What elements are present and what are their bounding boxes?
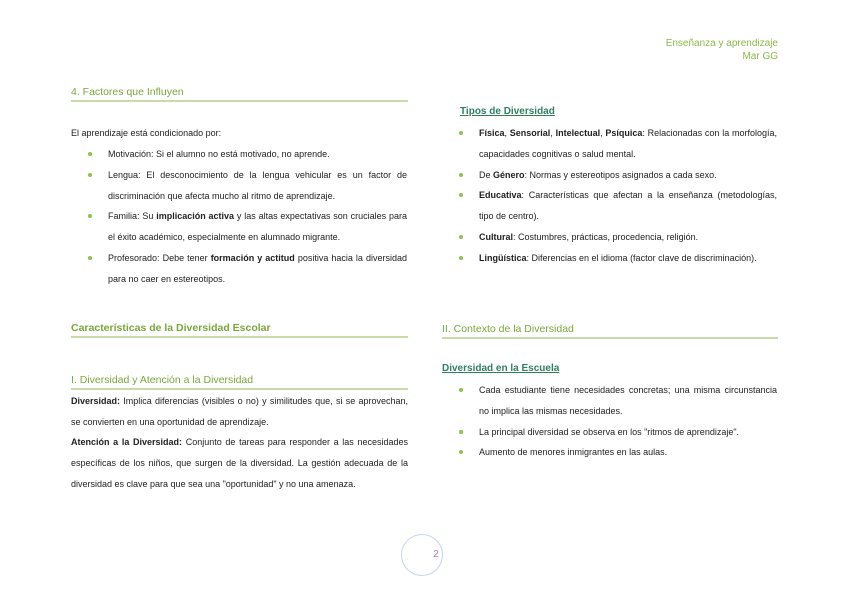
- diversity-definition: Diversidad: Implica diferencias (visibles o no) y similitudes que, si se aprovechan, se convierten en una oportunidad de aprendizaje.: [71, 396, 408, 427]
- list-item: De Género: Normas y estereotipos asignados a cada sexo.: [459, 165, 777, 186]
- factors-rule: [71, 100, 408, 102]
- context-rule: [442, 337, 778, 339]
- list-item: Lingüística: Diferencias en el idioma (factor clave de discriminación).: [459, 248, 777, 269]
- list-item: Lengua: El desconocimiento de la lengua vehicular es un factor de discriminación que afecta mucho al ritmo de aprendizaje.: [88, 165, 407, 207]
- list-item: Física, Sensorial, Intelectual, Psíquica: Relacionadas con la morfología, capacidades cognitivas o salud mental.: [459, 123, 777, 165]
- factors-list: [88, 144, 407, 290]
- bullet-icon: [459, 450, 463, 454]
- list-item: Aumento de menores inmigrantes en las aulas.: [459, 442, 777, 463]
- school-diversity-heading: Diversidad en la Escuela: [442, 363, 560, 374]
- page-number: 2: [433, 549, 439, 560]
- bullet-icon: [459, 193, 463, 197]
- context-list: [459, 380, 777, 463]
- diversity-attention-rule: [71, 388, 408, 390]
- bullet-icon: [459, 173, 463, 177]
- context-heading: II. Contexto de la Diversidad: [442, 323, 574, 335]
- list-item: La principal diversidad se observa en los "ritmos de aprendizaje".: [459, 422, 777, 443]
- list-item: Cultural: Costumbres, prácticas, procedencia, religión.: [459, 227, 777, 248]
- header-author: Mar GG: [742, 51, 778, 62]
- bullet-icon: [88, 152, 92, 156]
- types-heading: Tipos de Diversidad: [460, 106, 555, 117]
- list-item: Educativa: Características que afectan a la enseñanza (metodologías, tipo de centro).: [459, 185, 777, 227]
- list-item: Profesorado: Debe tener formación y actitud positiva hacia la diversidad para no caer en estereotipos.: [88, 248, 407, 290]
- list-item: Familia: Su implicación activa y las altas expectativas son cruciales para el éxito académico, especialmente en alumnado migrante.: [88, 206, 407, 248]
- bullet-icon: [88, 214, 92, 218]
- characteristics-heading: Características de la Diversidad Escolar: [71, 322, 271, 334]
- diversity-attention-heading: I. Diversidad y Atención a la Diversidad: [71, 374, 254, 386]
- list-item: Cada estudiante tiene necesidades concretas; una misma circunstancia no implica las mismas necesidades.: [459, 380, 777, 422]
- factors-intro: El aprendizaje está condicionado por:: [71, 128, 222, 138]
- bullet-icon: [459, 131, 463, 135]
- bullet-icon: [88, 173, 92, 177]
- bullet-icon: [88, 256, 92, 260]
- attention-definition: Atención a la Diversidad: Conjunto de tareas para responder a las necesidades específicas de los niños, que surgen de la diversidad. La gestión adecuada de la diversidad es clave para que sea una "oportunidad" y no una amenaza.: [71, 437, 408, 489]
- factors-heading: 4. Factores que Influyen: [71, 86, 184, 98]
- bullet-icon: [459, 256, 463, 260]
- running-header: [666, 37, 778, 63]
- list-item: Motivación: Si el alumno no está motivado, no aprende.: [88, 144, 407, 165]
- characteristics-rule: [71, 336, 408, 338]
- header-title: Enseñanza y aprendizaje: [665, 38, 778, 49]
- types-list: [459, 123, 777, 269]
- bullet-icon: [459, 235, 463, 239]
- bullet-icon: [459, 388, 463, 392]
- bullet-icon: [459, 430, 463, 434]
